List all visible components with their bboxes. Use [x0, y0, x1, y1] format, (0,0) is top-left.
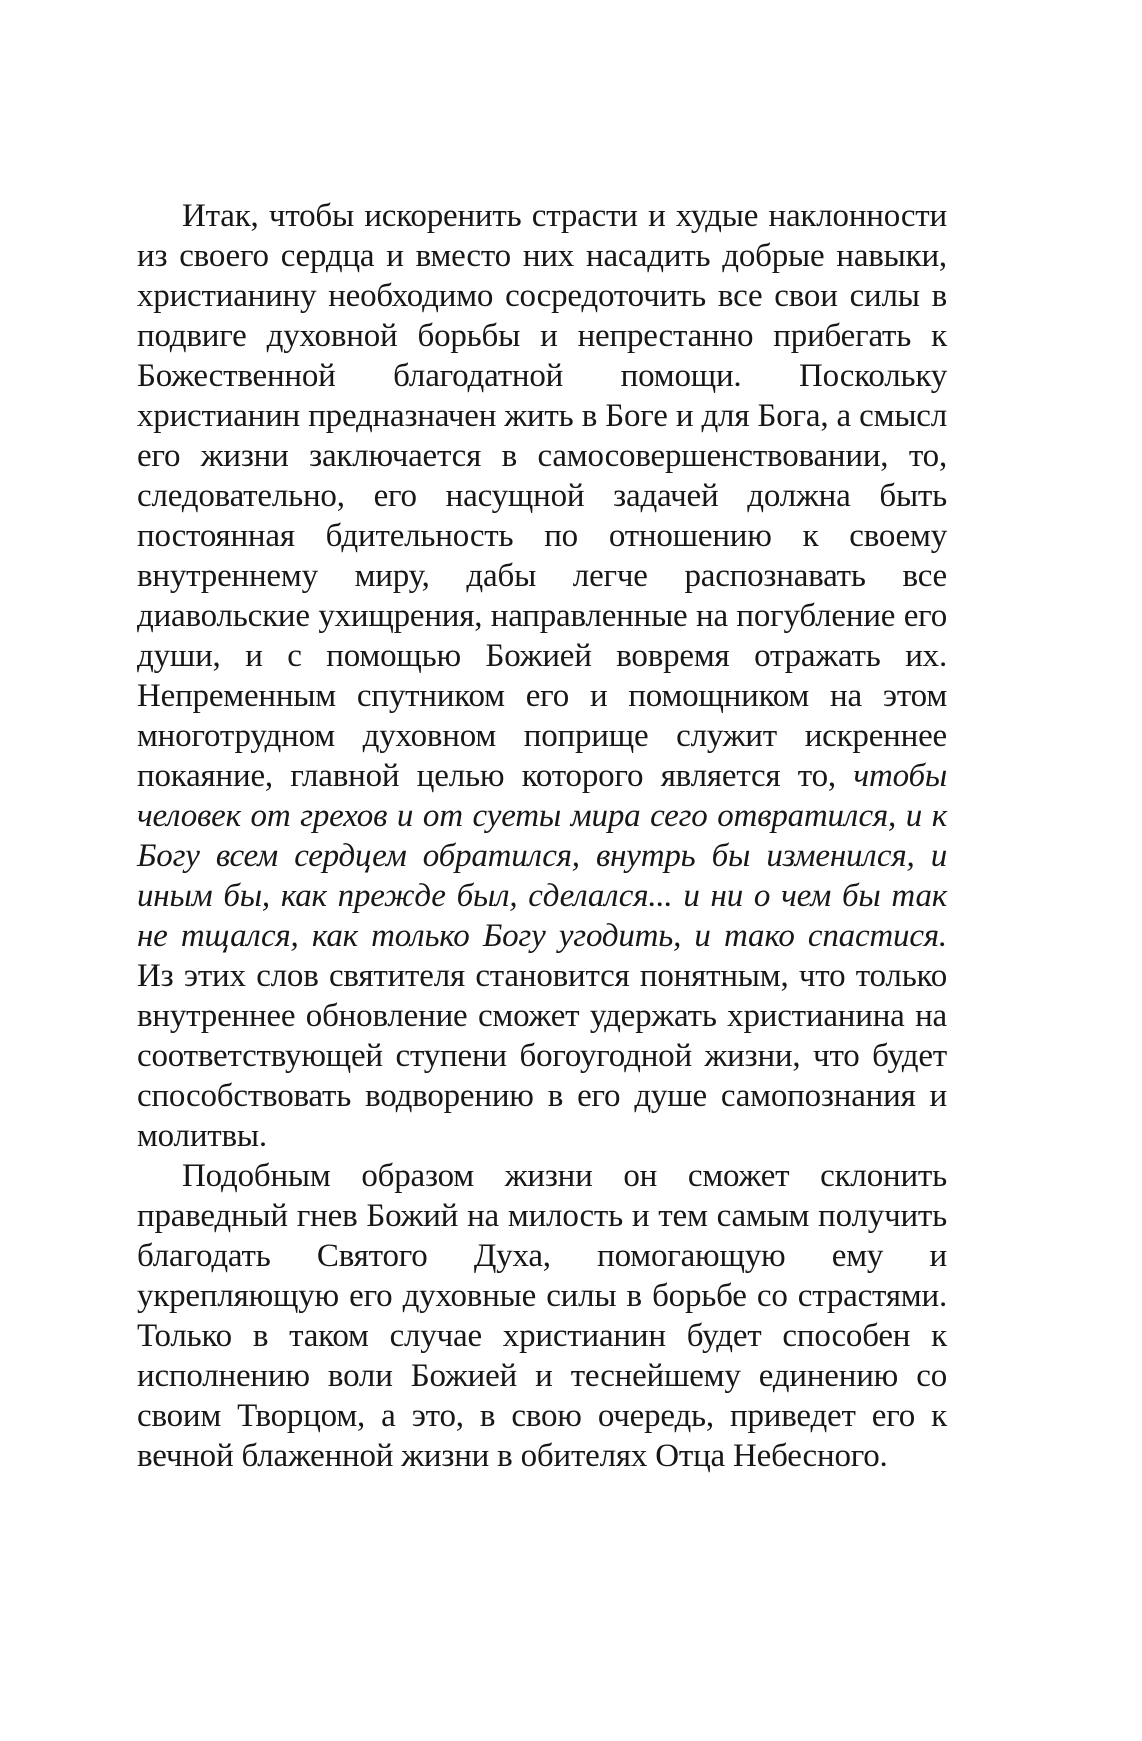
- text-run: Из этих слов святителя становится понятным, что только внутреннее обновление сможет удержать христианина на соответствующей ступени богоугодной жизни, что будет способствовать водворению в его душе самопознания и молитвы.: [137, 958, 947, 1154]
- text-block: [137, 196, 947, 1476]
- body-paragraph: [137, 1156, 947, 1476]
- body-paragraph: [137, 196, 947, 1156]
- text-run: Подобным образом жизни он сможет склонить праведный гнев Божий на милость и тем самым получить благодать Святого Духа, помогающую ему и укрепляющую его духовные силы в борьбе со страстями. Только в таком случае христианин будет способен к исполнению воли Божией и теснейшему единению со своим Творцом, а это, в свою очередь, приведет его к вечной блаженной жизни в обителях Отца Небесного.: [137, 1158, 947, 1474]
- text-run: Итак, чтобы искоренить страсти и худые наклонности из своего сердца и вместо них насадить добрые навыки, христианину необходимо сосредоточить все свои силы в подвиге духовной борьбы и непрестанно прибегать к Божественной благодатной помощи. Поскольку христианин предназначен жить в Боге и для Бога, а смысл его жизни заключается в самосовершенствовании, то, следовательно, его насущной задачей должна быть постоянная бдительность по отношению к своему внутреннему миру, дабы легче распознавать все диавольские ухищрения, направленные на погубление его души, и с помощью Божией вовремя отражать их. Непременным спутником его и помощником на этом многотрудном духовном поприще служит искреннее покаяние, главной целью которого является то,: [137, 198, 947, 794]
- quote-italic-run: чтобы человек от грехов и от суеты мира сего отвратился, и к Богу всем сердцем обратился, внутрь бы изменился, и иным бы, как прежде был, сделался... и ни о чем бы так не тщался, как только Богу угодить, и тако спастися.: [137, 758, 947, 954]
